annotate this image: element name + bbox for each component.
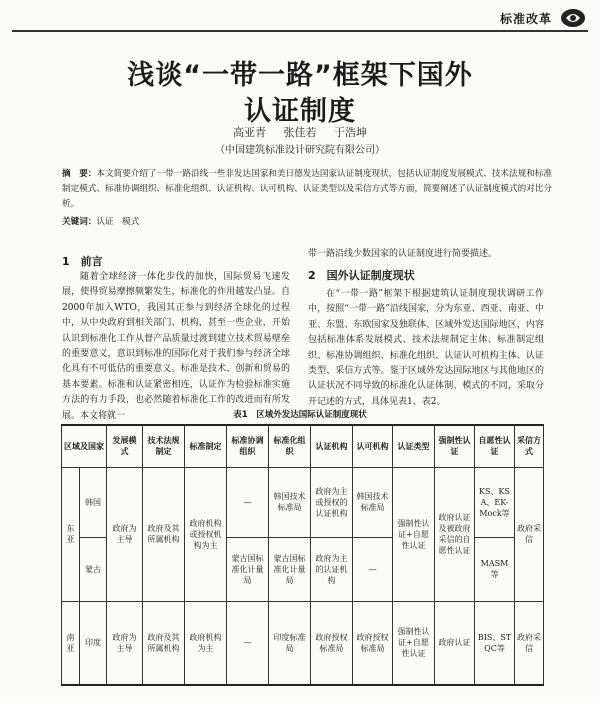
th-model: 发展模式 bbox=[107, 425, 143, 467]
header-rule bbox=[12, 30, 588, 32]
td-cert-india: 政府授权标准局 bbox=[311, 601, 353, 685]
th-std-making: 标准制定 bbox=[185, 425, 227, 467]
th-voluntary: 自愿性认证 bbox=[475, 425, 515, 467]
td-std-making-east-asia: 政府机构或授权机构为主 bbox=[185, 467, 227, 601]
th-accr: 认可机构 bbox=[353, 425, 393, 467]
journal-header bbox=[500, 8, 586, 28]
section-2-body: 在“一带一路”框架下根据建筑认证制度现状调研工作中，按照“一带一路”沿线国家，分为东亚、西亚、南亚、中亚、东盟、东欧国家及独联体、区域外发达国际地区，内容包括标准体系发展模式、技术法规制定主体、标准制定组织、标准协调组织、标准化组织、认证认可机构主体、认证类型、采信方式等。鉴于区域外发达国际地区与其他地区的认证状况不同导致的标准化认证体制、模式的不同，采取分开记述的方式，具体见表1、表2。 bbox=[308, 289, 544, 407]
td-model-east-asia: 政府为主导 bbox=[107, 467, 143, 601]
td-tech-regs-east-asia: 政府及其所属机构 bbox=[143, 467, 185, 601]
table-row-korea bbox=[62, 467, 544, 537]
td-coord-mongolia: 蒙古国标准化计量局 bbox=[227, 537, 269, 601]
td-mandatory-india: 政府认证 bbox=[435, 601, 475, 685]
th-region: 区域及国家 bbox=[62, 425, 107, 467]
paper-title bbox=[0, 58, 600, 130]
keywords-text: 认证 模式 bbox=[96, 217, 140, 227]
td-cert-type-india: 强制性认证+自愿性认证 bbox=[393, 601, 435, 685]
affiliation: （中国建筑标准设计研究院有限公司） bbox=[215, 145, 385, 156]
td-coord-korea: — bbox=[227, 467, 269, 537]
title-line-1: 浅谈“一带一路”框架下国外 bbox=[127, 60, 473, 91]
td-accr-korea: 韩国技术标准局 bbox=[353, 467, 393, 537]
abstract-label: 摘 要： bbox=[62, 169, 97, 179]
td-adoption-india: 政府采信 bbox=[515, 601, 544, 685]
td-voluntary-mongolia: MASM等 bbox=[475, 537, 515, 601]
journal-logo-icon bbox=[560, 8, 586, 28]
td-stdorg-mongolia: 蒙古国标准化计量局 bbox=[269, 537, 311, 601]
th-coord: 标准协调组织 bbox=[227, 425, 269, 467]
td-tech-regs-india: 政府及其所属机构 bbox=[143, 601, 185, 685]
section-2-intro: 带一路沿线少数国家的认证制度进行简要描述。 bbox=[308, 249, 498, 259]
td-cert-type-east-asia: 强制性认证+自愿性认证 bbox=[393, 467, 435, 601]
keywords-label: 关键词： bbox=[62, 217, 97, 227]
td-voluntary-india: BIS、STQC等 bbox=[475, 601, 515, 685]
table-header-row bbox=[62, 425, 544, 467]
td-cert-korea: 政府为主或授权的认证机构 bbox=[311, 467, 353, 537]
authors: 高亚青 张佳若 于浩坤 bbox=[233, 126, 367, 139]
abstract-text: 本文简要介绍了一带一路沿线一些非发达国家和美日德发达国家认证制度现状，包括认证制度发展模式、技术法规和标准制定模式、标准协调组织、标准化组织、认证机构、认可机构、认证类型以及采信方式等方面，简要阐述了认证制度模式的对比分析。 bbox=[62, 169, 552, 209]
td-region-east-asia: 东亚 bbox=[62, 467, 80, 601]
section-1-heading: 1 前言 bbox=[62, 255, 103, 268]
td-country-mongolia: 蒙古 bbox=[80, 537, 107, 601]
td-std-making-india: 政府机构为主 bbox=[185, 601, 227, 685]
th-tech-regs: 技术法规制定 bbox=[143, 425, 185, 467]
title-line-2: 认证制度 bbox=[244, 96, 356, 127]
td-adoption-east-asia: 政府采信 bbox=[515, 467, 544, 601]
td-cert-mongolia: 政府为主的认证机构 bbox=[311, 537, 353, 601]
td-country-korea: 韩国 bbox=[80, 467, 107, 537]
th-cert: 认证机构 bbox=[311, 425, 353, 467]
td-mandatory-east-asia: 政府认证及被政府采信的自愿性认证 bbox=[435, 467, 475, 601]
td-accr-india: 政府授权标准局 bbox=[353, 601, 393, 685]
th-mandatory: 强制性认证 bbox=[435, 425, 475, 467]
journal-section-name: 标准改革 bbox=[499, 11, 552, 26]
section-2-heading: 2 国外认证制度现状 bbox=[308, 269, 415, 282]
td-stdorg-korea: 韩国技术标准局 bbox=[269, 467, 311, 537]
td-region-south-asia: 南亚 bbox=[62, 601, 80, 685]
th-adoption: 采信方式 bbox=[515, 425, 544, 467]
td-country-india: 印度 bbox=[80, 601, 107, 685]
td-stdorg-india: 印度标准局 bbox=[269, 601, 311, 685]
td-voluntary-korea: KS、KSA、EK-Mock等 bbox=[475, 467, 515, 537]
table-caption: 表1 区域外发达国际认证制度现状 bbox=[233, 410, 367, 420]
td-accr-mongolia: — bbox=[353, 537, 393, 601]
section-1-body: 随着全球经济一体化步伐的加快，国际贸易飞速发展，使得贸易摩擦频繁发生，标准化的作用越发凸显。自2000年加入WTO，我国其正参与到经济全球化的过程中，从中央政府到相关部门、机构，甚至一些企业，开始认识到标准化工作从督产品质量过渡到建立技术贸易壁垒的重要意义，意识到标准的国际化对于我们参与经济全球化具有不可低估的重要意义。标准是技术、创新和贸易的基本要素。标准和认证紧密相连，认证作为检验标准实施方法的有力手段，也必然随着标准化工作的改进而有所发展。本文将就一 bbox=[62, 272, 290, 421]
table-row-india bbox=[62, 601, 544, 685]
abstract bbox=[62, 167, 552, 212]
td-coord-india: — bbox=[227, 601, 269, 685]
th-stdorg: 标准化组织 bbox=[269, 425, 311, 467]
td-model-india: 政府为主导 bbox=[107, 601, 143, 685]
th-cert-type: 认证类型 bbox=[393, 425, 435, 467]
keywords bbox=[62, 215, 139, 227]
certification-table bbox=[61, 424, 544, 686]
